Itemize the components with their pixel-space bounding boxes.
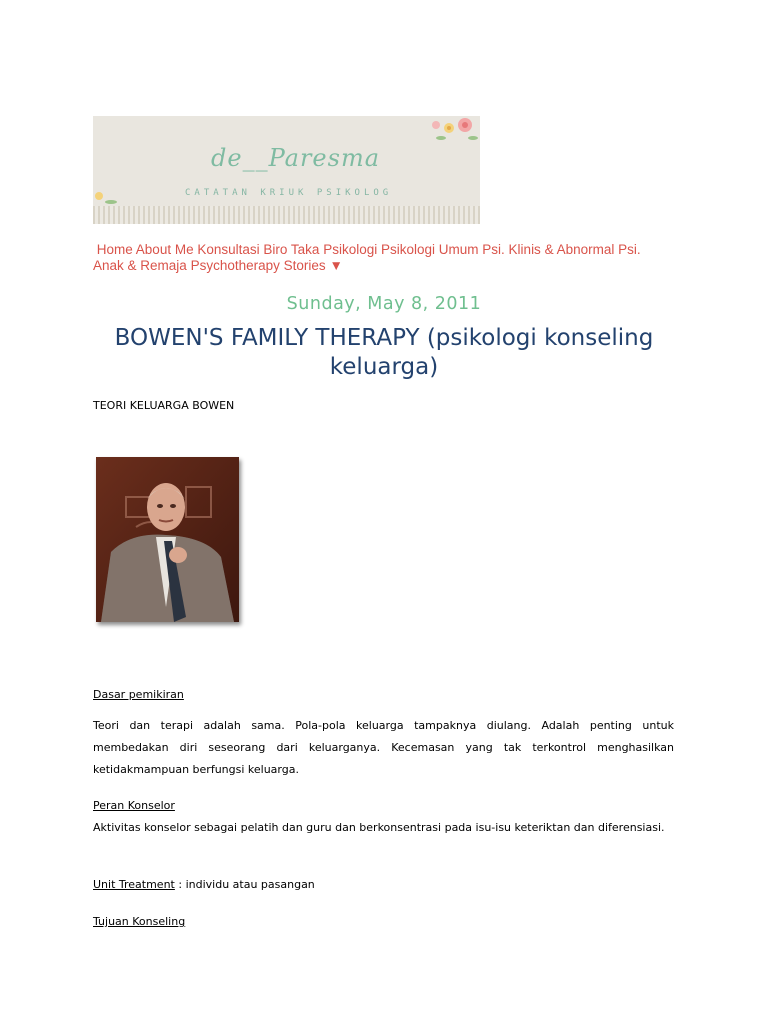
blog-title: de__Paresma — [211, 144, 381, 172]
unit-treatment — [93, 874, 674, 896]
banner-stripes — [93, 206, 480, 224]
blog-banner[interactable] — [93, 116, 480, 224]
tujuan-heading — [93, 911, 674, 933]
main-nav — [93, 242, 673, 274]
nav-item-stories[interactable]: Stories — [283, 258, 326, 273]
post-title[interactable]: BOWEN'S FAMILY THERAPY (psikologi konseling keluarga) — [114, 325, 654, 380]
nav-item-psikologi[interactable]: Psikologi — [323, 242, 378, 257]
peran-heading-text: Peran Konselor — [93, 799, 175, 812]
unit-text: : individu atau pasangan — [174, 878, 315, 891]
post-date: Sunday, May 8, 2011 — [286, 294, 482, 314]
dasar-heading — [93, 684, 674, 706]
peran-paragraph: Aktivitas konselor sebagai pelatih dan guru dan berkonsentrasi pada isu-isu keteriktan dan diferensiasi. — [93, 821, 665, 834]
tujuan-heading-text: Tujuan Konseling — [93, 915, 186, 928]
nav-item-psi-klinis-abnormal[interactable]: Psi. Klinis & Abnormal — [482, 242, 615, 257]
nav-item-about-me[interactable]: About Me — [135, 242, 194, 257]
nav-item-home[interactable]: Home — [96, 242, 133, 257]
blog-tagline: CATATAN KRIUK PSIKOLOG — [185, 188, 393, 198]
peran-heading — [93, 795, 674, 817]
nav-item-konsultasi-biro-taka[interactable]: Konsultasi Biro Taka — [197, 242, 320, 257]
nav-item-psychotherapy[interactable]: Psychotherapy — [190, 258, 280, 273]
nav-more-arrow-icon[interactable]: ▼ — [329, 258, 343, 273]
dasar-paragraph: Teori dan terapi adalah sama. Pola-pola keluarga tampaknya diulang. Adalah penting untuk membedakan diri seseorang dari keluarganya. Kecemasan yang tak terkontrol menghasilkan ketidakmampuan berfungsi keluarga. — [93, 719, 674, 776]
nav-item-psi-anak-remaja[interactable]: Psi. Anak & Remaja — [93, 242, 641, 273]
post-subheading: TEORI KELUARGA BOWEN — [93, 399, 235, 412]
post-photo — [96, 457, 239, 622]
dasar-heading-text: Dasar pemikiran — [93, 688, 184, 701]
portrait-image — [96, 457, 239, 622]
nav-item-psikologi-umum[interactable]: Psikologi Umum — [381, 242, 479, 257]
unit-heading-text: Unit Treatment — [93, 878, 175, 891]
